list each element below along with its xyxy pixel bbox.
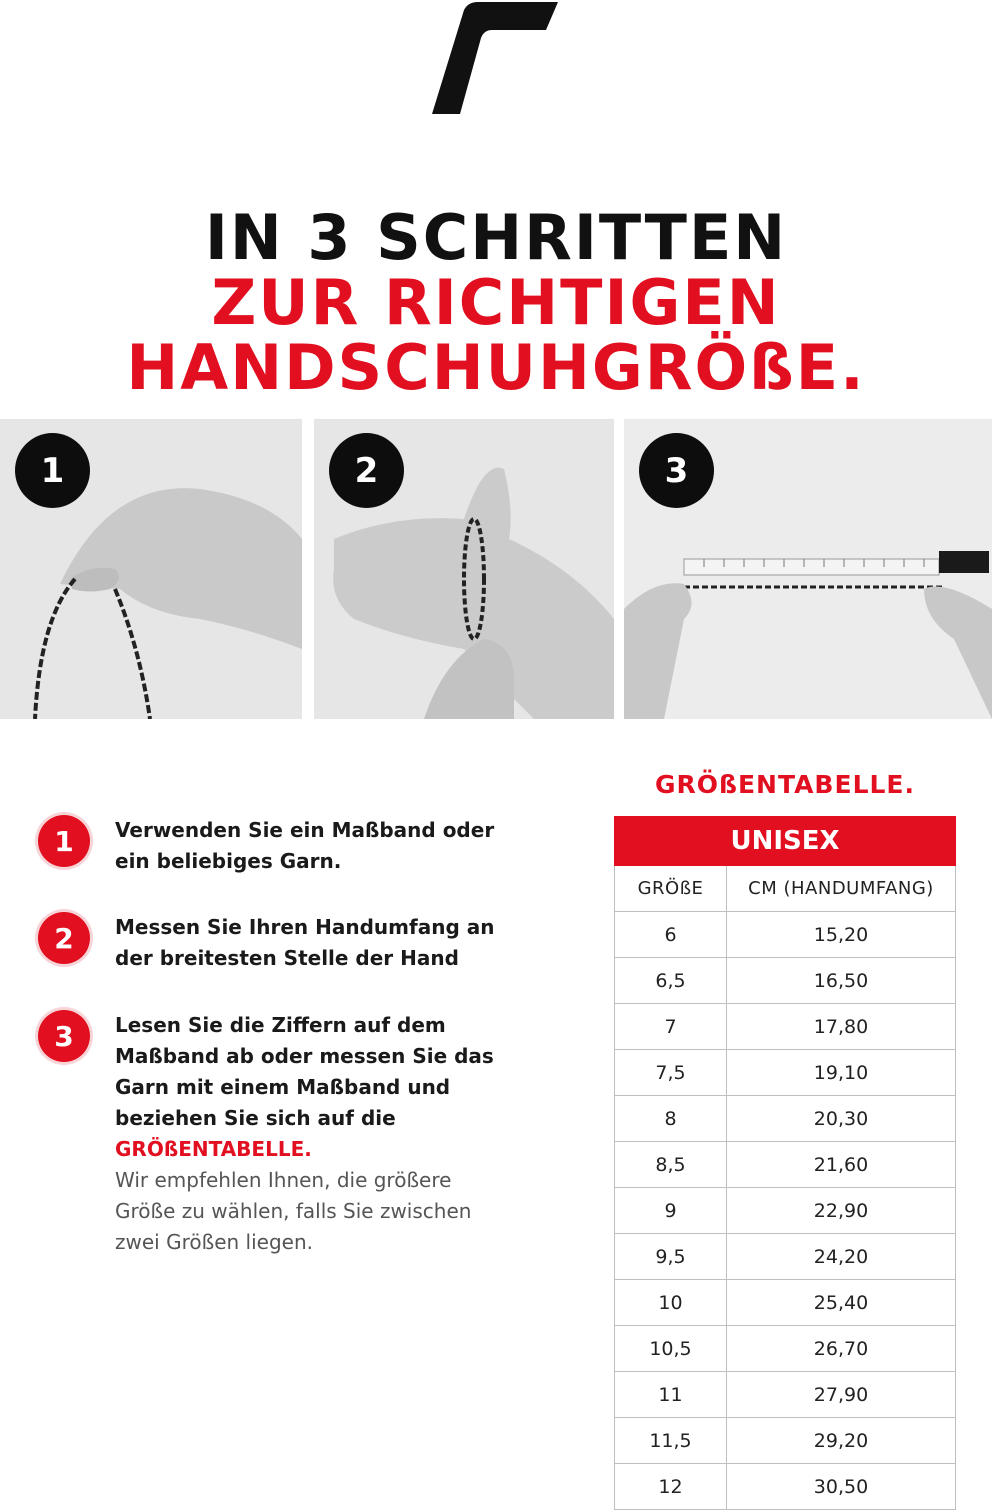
table-row <box>614 958 956 1004</box>
cm-cell: 19,10 <box>727 1050 956 1095</box>
cm-cell: 29,20 <box>727 1418 956 1463</box>
size-cell: 9 <box>614 1188 727 1233</box>
table-row <box>614 1234 956 1280</box>
size-cell: 11 <box>614 1372 727 1417</box>
size-cell: 6,5 <box>614 958 727 1003</box>
size-cell: 8 <box>614 1096 727 1141</box>
brand-logo <box>428 0 564 118</box>
cm-cell: 22,90 <box>727 1188 956 1233</box>
cm-cell: 16,50 <box>727 958 956 1003</box>
step-photo-2 <box>314 419 614 719</box>
table-row <box>614 1372 956 1418</box>
headline-line-1: IN 3 SCHRITTEN <box>204 201 788 274</box>
step-text-2: Messen Sie Ihren Handumfang an der breitesten Stelle der Hand <box>115 915 495 970</box>
photo-badge-1: 1 <box>15 433 90 508</box>
size-cell: 8,5 <box>614 1142 727 1187</box>
size-cell: 12 <box>614 1464 727 1509</box>
table-row <box>614 1326 956 1372</box>
cm-cell: 26,70 <box>727 1326 956 1371</box>
photo-badge-2: 2 <box>329 433 404 508</box>
cm-cell: 25,40 <box>727 1280 956 1325</box>
cm-cell: 30,50 <box>727 1464 956 1509</box>
table-row <box>614 1280 956 1326</box>
cm-cell: 24,20 <box>727 1234 956 1279</box>
size-table-column-headers <box>614 866 956 912</box>
cm-cell: 27,90 <box>727 1372 956 1417</box>
step-text-1: Verwenden Sie ein Maßband oder ein beliebiges Garn. <box>115 818 495 873</box>
cm-cell: 15,20 <box>727 912 956 957</box>
size-cell: 10 <box>614 1280 727 1325</box>
size-table <box>614 816 956 1510</box>
size-cell: 7,5 <box>614 1050 727 1095</box>
table-row <box>614 1188 956 1234</box>
cm-cell: 21,60 <box>727 1142 956 1187</box>
photo-badge-3: 3 <box>639 433 714 508</box>
size-cell: 7 <box>614 1004 727 1049</box>
step-text-3-body: Lesen Sie die Ziffern auf dem Maßband ab oder messen Sie das Garn mit einem Maßband und beziehen Sie sich auf die <box>115 1013 494 1130</box>
cm-cell: 17,80 <box>727 1004 956 1049</box>
table-row <box>614 1004 956 1050</box>
step-text-3 <box>115 1010 545 1165</box>
size-cell: 10,5 <box>614 1326 727 1371</box>
headline-line-3: HANDSCHUHGRÖßE. <box>126 331 866 404</box>
cm-cell: 20,30 <box>727 1096 956 1141</box>
size-table-reference: GRÖßENTABELLE. <box>115 1137 312 1161</box>
size-cell: 11,5 <box>614 1418 727 1463</box>
step-number-1: 1 <box>38 815 90 867</box>
headline-line-2: ZUR RICHTIGEN <box>211 266 781 339</box>
size-recommendation-note: Wir empfehlen Ihnen, die größere Größe zu wählen, falls Sie zwischen zwei Größen liegen. <box>115 1168 472 1254</box>
step-number-3: 3 <box>38 1010 90 1062</box>
column-header-size: GRÖßE <box>614 866 727 911</box>
table-row <box>614 912 956 958</box>
size-table-title: GRÖßENTABELLE. <box>654 770 916 799</box>
table-row <box>614 1464 956 1510</box>
step-photo-1 <box>0 419 302 719</box>
table-row <box>614 1142 956 1188</box>
table-row <box>614 1050 956 1096</box>
size-cell: 6 <box>614 912 727 957</box>
table-row <box>614 1096 956 1142</box>
table-row <box>614 1418 956 1464</box>
column-header-cm: CM (HANDUMFANG) <box>727 866 956 911</box>
size-table-group-header: UNISEX <box>614 816 956 866</box>
size-cell: 9,5 <box>614 1234 727 1279</box>
step-photo-3 <box>624 419 992 719</box>
step-number-2: 2 <box>38 912 90 964</box>
